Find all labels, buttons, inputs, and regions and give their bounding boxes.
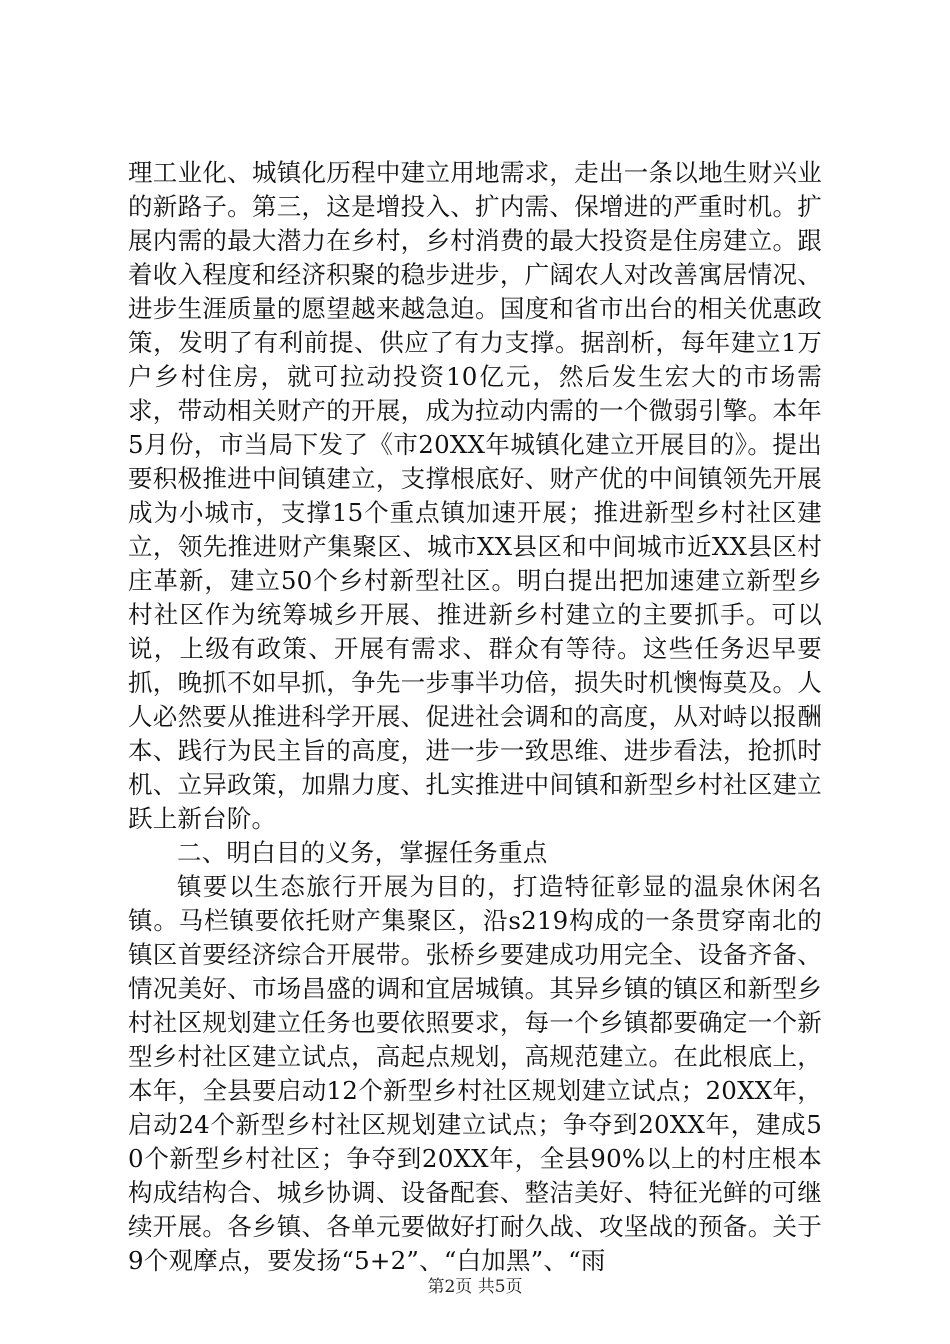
section-heading-2: 二、明白目的义务，掌握任务重点 — [177, 838, 548, 867]
paragraph-1: 理工业化、城镇化历程中建立用地需求，走出一条以地生财兴业的新路子。第三，这是增投入、扩内需、保增进的严重时机。扩展内需的最大潜力在乡村，乡村消费的最大投资是住房建立。跟着收入程度和经济积聚的稳步进步，广阔农人对改善寓居情况、进步生涯质量的愿望越来越急迫。国度和省市出台的相关优惠政策，发明了有利前提、供应了有力支撑。据剖析，每年建立1万户乡村住房，就可拉动投资10亿元，然后发生宏大的市场需求，带动相关财产的开展，成为拉动内需的一个微弱引擎。本年5月份，市当局下发了《市20XX年城镇化建立开展目的》。提出要积极推进中间镇建立，支撑根底好、财产优的中间镇领先开展成为小城市，支撑15个重点镇加速开展；推进新型乡村社区建立，领先推进财产集聚区、城市XX县区和中间城市近XX县区村庄革新，建立50个乡村新型社区。明白提出把加速建立新型乡村社区作为统筹城乡开展、推进新乡村建立的主要抓手。可以说，上级有政策、开展有需求、群众有等待。这些任务迟早要抓，晚抓不如早抓，争先一步事半功倍，损失时机懊悔莫及。人人必然要从推进科学开展、促进社会调和的高度，从对峙以报酬本、践行为民主旨的高度，进一步一致思维、进步看法，抢抓时机、立异政策，加鼎力度、扎实推进中间镇和新型乡村社区建立跃上新台阶。 — [128, 158, 822, 833]
page-number-footer: 第2页 共5页 — [427, 1277, 523, 1297]
paragraph-2: 镇要以生态旅行开展为目的，打造特征彰显的温泉休闲名镇。马栏镇要依托财产集聚区，沿s219构成的一条贯穿南北的镇区首要经济综合开展带。张桥乡要建成功用完全、设备齐备、情况美好、市场昌盛的调和宜居城镇。其异乡镇的镇区和新型乡村社区规划建立任务也要依照要求，每一个乡镇都要确定一个新型乡村社区建立试点，高起点规划，高规范建立。在此根底上，本年，全县要启动12个新型乡村社区规划建立试点；20XX年，启动24个新型乡村社区规划建立试点；争夺到20XX年，建成50个新型乡村社区；争夺到20XX年，全县90%以上的村庄根本构成结构合、城乡协调、设备配套、整洁美好、特征光鲜的可继续开展。各乡镇、各单元要做好打耐久战、攻坚战的预备。关于9个观摩点，要发扬“5+2”、“白加黑”、“雨 — [128, 872, 822, 1275]
body-text — [128, 156, 822, 1278]
